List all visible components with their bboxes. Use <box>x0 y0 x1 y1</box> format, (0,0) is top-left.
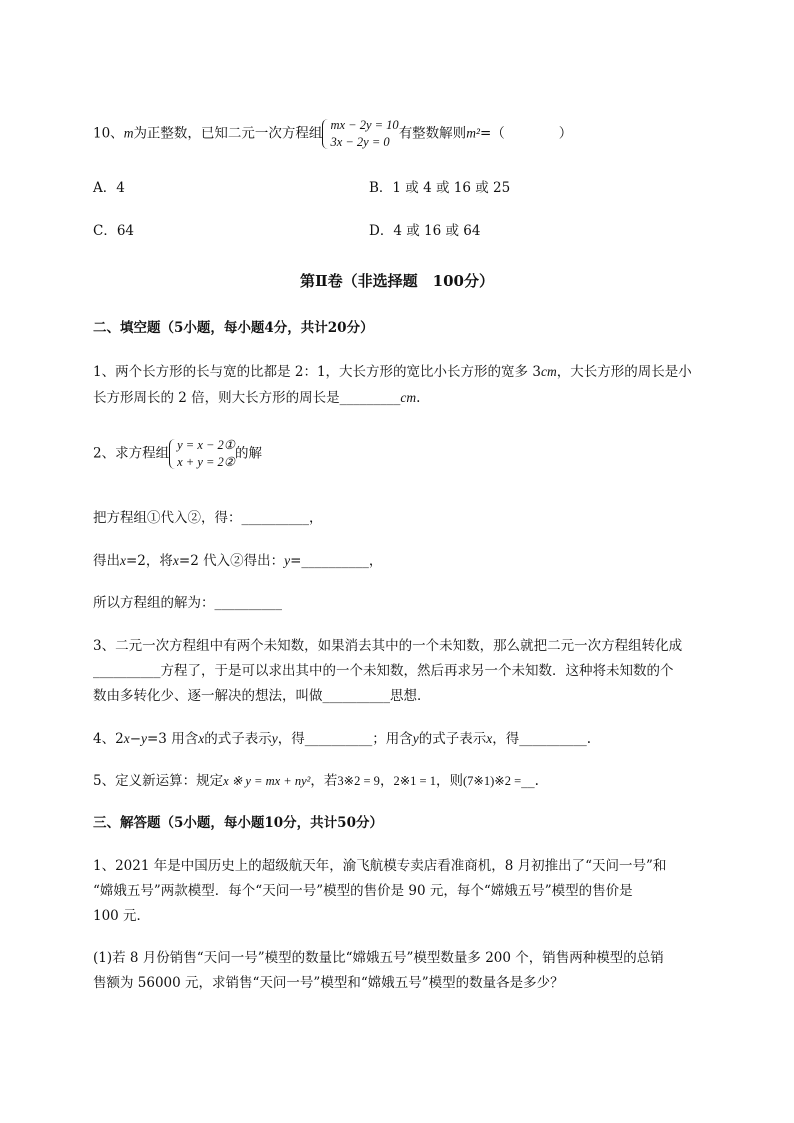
text: ，若 <box>310 773 338 789</box>
variable-x: x <box>198 731 205 746</box>
text: 的式子表示 <box>204 731 272 747</box>
option-c: C．64 <box>93 223 135 239</box>
text: ， <box>379 773 394 789</box>
variable-x: x <box>123 731 130 746</box>
question-number: 10、 <box>93 125 124 142</box>
answer-blank: =（ ） <box>479 125 573 142</box>
text: 把方程组①代入②，得：__________ <box>93 510 309 526</box>
variable-y: y <box>284 553 291 568</box>
fill-q3-line3: 数由多转化少、逐一解决的想法，叫做__________思想． <box>93 688 431 704</box>
variable-m-squared: m² <box>466 125 480 141</box>
text: ， <box>309 510 323 526</box>
equation-1: y = x − 2① <box>177 438 236 452</box>
question-10 <box>93 117 572 151</box>
equation-2: 3x − 2y = 0 <box>330 135 390 149</box>
text: ，大长方形的周长是小 <box>556 364 692 380</box>
text: ，得__________；用含 <box>277 731 413 747</box>
condition-1: 3※2 = 9 <box>337 774 380 788</box>
fill-q2 <box>93 437 262 471</box>
variable-m: m <box>123 125 134 141</box>
text: 长方形周长的 2 倍，则大长方形的周长是_________ <box>93 390 401 406</box>
text: − <box>129 731 141 747</box>
text: 2、求方程组 <box>93 445 170 462</box>
section-2-title: 二、填空题（5小题，每小题4分，共计20分） <box>93 320 374 336</box>
question-text: 为正整数，已知二元一次方程组 <box>133 125 323 142</box>
solve-q1-line1: 1、2021 年是中国历史上的超级航天年，渝飞航模专卖店看准商机，8 月初推出了“天问一号”和 <box>93 858 667 874</box>
fill-q1-line2 <box>93 388 420 408</box>
variable-x: x <box>172 553 179 568</box>
option-d: D．4 或 16 或 64 <box>369 223 481 239</box>
fill-q2-step3: 所以方程组的解为：__________ <box>93 595 282 611</box>
answer-blank: __. <box>521 773 539 789</box>
option-b: B．1 或 4 或 16 或 25 <box>369 180 511 196</box>
variable-x: x <box>120 553 126 568</box>
equation-1: mx − 2y = 10 <box>330 118 399 132</box>
text: =__________ <box>290 553 369 569</box>
equation-system <box>169 437 235 471</box>
text: ，得__________. <box>492 731 591 747</box>
fill-q5 <box>93 771 539 791</box>
equation-system <box>322 117 398 151</box>
variable-y: y <box>271 731 278 746</box>
text: =2，将 <box>126 553 173 569</box>
text: =3 用含 <box>147 731 199 747</box>
text: 得出 <box>93 553 120 569</box>
text: . <box>416 390 421 406</box>
variable-x: x <box>486 731 493 746</box>
fill-q3-line2: __________方程了，于是可以求出其中的一个未知数，然后再求另一个未知数．这种将未知数的个 <box>93 663 674 679</box>
text: 1、两个长方形的长与宽的比都是 2：1，大长方形的宽比小长方形的宽多 3 <box>93 364 541 380</box>
text: 4、2 <box>93 731 124 747</box>
target-expression: (7※1)※2 = <box>462 774 522 788</box>
solve-q1-sub1-line1: (1)若 8 月份销售“天问一号”模型的数量比“嫦娥五号”模型数量多 200 个，销售两种模型的总销 <box>93 950 664 966</box>
text: ，则 <box>435 773 463 789</box>
fill-q2-step2 <box>93 551 382 571</box>
variable-y: y <box>412 731 419 746</box>
fill-q2-step1 <box>93 508 323 528</box>
solve-q1-line2: “嫦娥五号”两款模型．每个“天问一号”模型的售价是 90 元，每个“嫦娥五号”模型的售价是 <box>93 883 633 899</box>
fill-q3-line1: 3、二元一次方程组中有两个未知数，如果消去其中的一个未知数，那么就把二元一次方程组转化成 <box>93 638 683 654</box>
solve-q1-sub1-line2: 售额为 56000 元，求销售“天问一号”模型和“嫦娥五号”模型的数量各是多少？ <box>93 975 564 991</box>
solve-q1-line3: 100 元． <box>93 908 151 924</box>
section-3-title: 三、解答题（5小题，每小题10分，共计50分） <box>93 815 383 831</box>
unit-cm: cm <box>400 390 417 405</box>
unit-cm: cm <box>540 364 557 379</box>
fill-q4 <box>93 729 591 749</box>
text: =2 代入②得出： <box>178 553 285 569</box>
text: 的解 <box>235 445 263 462</box>
variable-y: y <box>141 731 147 746</box>
operation-definition: x ※ y = mx + ny² <box>223 774 311 788</box>
equation-2: x + y = 2② <box>177 455 236 469</box>
text: ， <box>368 553 383 569</box>
text: 的式子表示 <box>418 731 487 747</box>
text: 5、定义新运算：规定 <box>93 773 224 789</box>
part-2-title: 第Ⅱ卷（非选择题 100分） <box>300 272 494 290</box>
option-a: A．4 <box>93 180 125 196</box>
fill-q1-line1 <box>93 362 692 382</box>
question-text-2: 有整数解则 <box>398 125 467 142</box>
condition-2: 2※1 = 1 <box>393 774 436 788</box>
